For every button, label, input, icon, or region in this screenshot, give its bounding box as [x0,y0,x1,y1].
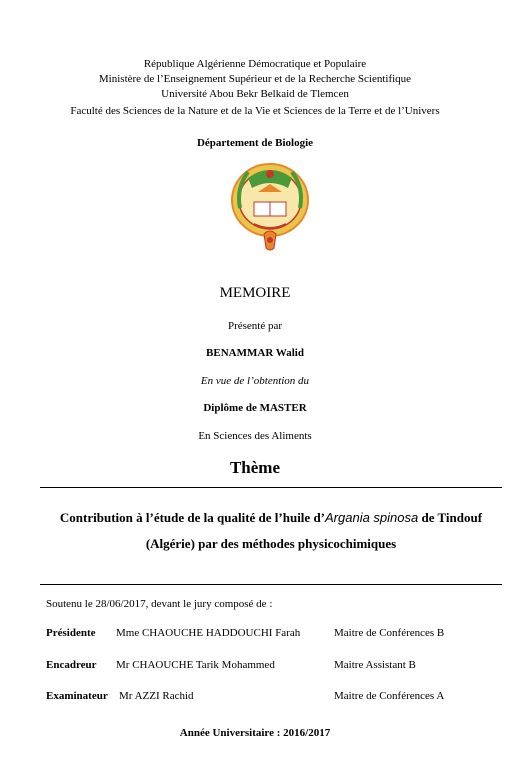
jury-intro: Soutenu le 28/06/2017, devant le jury composé de : [46,598,273,610]
bottom-divider [40,584,502,585]
top-divider [40,487,502,488]
jury-name: Mr CHAOUCHE Tarik Mohammed [116,659,275,671]
degree-label: Diplôme de MASTER [203,402,307,414]
university-seal-icon [228,158,312,254]
thesis-title [40,505,502,557]
jury-name: Mme CHAOUCHE HADDOUCHI Farah [116,627,301,639]
jury-row-examiner [46,690,486,706]
republic-line: République Algérienne Démocratique et Populaire [143,58,367,70]
university-line: Université Abou Bekr Belkaid de Tlemcen [161,88,349,100]
jury-role: Encadreur [46,659,97,671]
title-line2: (Algérie) par des méthodes physicochimiques [145,536,397,551]
department-label: Département de Biologie [196,137,314,149]
ministry-line: Ministère de l’Enseignement Supérieur et de la Recherche Scientifique [98,73,412,85]
author-name: BENAMMAR Walid [206,347,304,359]
jury-name: Mr AZZI Rachid [119,690,194,702]
title-part1: Contribution à l’étude de la qualité de l’huile d’ [59,510,325,525]
title-species: Argania spinosa [325,510,419,525]
jury-row-president [46,627,486,643]
presented-by-label: Présenté par [227,320,283,332]
faculty-line: Faculté des Sciences de la Nature et de la Vie et Sciences de la Terre et de l’Univers [70,105,440,117]
jury-role: Examinateur [46,690,108,702]
title-part2: de Tindouf [418,510,483,525]
academic-year: Année Universitaire : 2016/2017 [179,727,331,739]
purpose-text: En vue de l’obtention du [200,375,310,387]
jury-role: Présidente [46,627,96,639]
jury-grade: Maitre de Conférences B [334,627,445,639]
theme-heading: Thème [229,458,281,477]
jury-row-supervisor [46,659,486,675]
field-label: En Sciences des Aliments [198,430,312,442]
jury-grade: Maitre Assistant B [334,659,416,671]
memoire-heading: MEMOIRE [219,285,291,301]
jury-grade: Maitre de Conférences A [334,690,445,702]
